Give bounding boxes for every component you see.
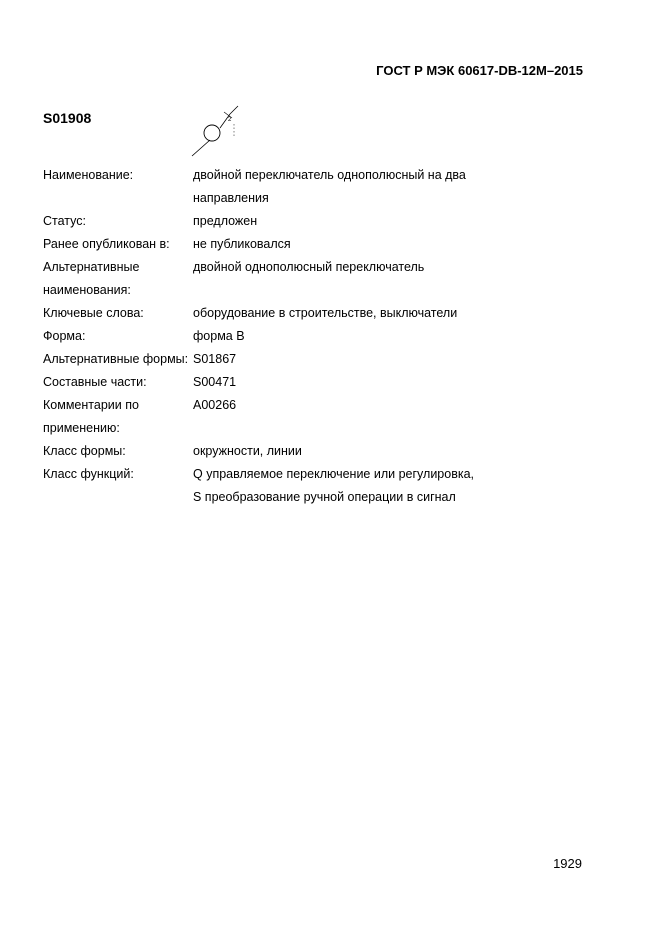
properties-table <box>43 164 563 509</box>
property-row-alt-names <box>43 256 563 302</box>
switch-symbol-figure <box>190 104 260 160</box>
property-value <box>193 371 563 394</box>
property-row-shape-class <box>43 440 563 463</box>
property-value-line: Q управляемое переключение или регулировка, <box>193 467 475 481</box>
property-value <box>193 233 563 256</box>
symbol-figure-label: 2 <box>228 117 232 123</box>
property-row-alt-forms <box>43 348 563 371</box>
property-value <box>193 256 563 302</box>
property-label: Класс формы: <box>43 444 126 458</box>
property-value <box>193 302 563 325</box>
page-number: 1929 <box>553 856 582 871</box>
property-value-line: A00266 <box>193 398 237 412</box>
property-value <box>193 440 563 463</box>
property-label: Статус: <box>43 214 86 228</box>
property-row-components <box>43 371 563 394</box>
property-value <box>193 394 563 440</box>
property-value <box>193 164 563 210</box>
property-label: Комментарии по применению: <box>43 398 139 435</box>
symbol-id: S01908 <box>43 110 92 126</box>
property-label: Класс функций: <box>43 467 134 481</box>
property-value-line: двойной однополюсный переключатель <box>193 260 425 274</box>
property-value-line: окружности, линии <box>193 444 302 458</box>
property-value-line: S01867 <box>193 352 237 366</box>
property-row-name <box>43 164 563 210</box>
property-row-status <box>43 210 563 233</box>
property-row-comments <box>43 394 563 440</box>
property-value-line: предложен <box>193 214 258 228</box>
property-row-function-class <box>43 463 563 509</box>
property-label: Наименование: <box>43 168 134 182</box>
property-value-line: S00471 <box>193 375 237 389</box>
property-value <box>193 210 563 233</box>
property-label: Ранее опубликован в: <box>43 237 170 251</box>
property-label: Ключевые слова: <box>43 306 144 320</box>
property-value-line: форма В <box>193 329 245 343</box>
property-label: Альтернативные формы: <box>43 352 189 366</box>
property-value-line: не публиковался <box>193 237 291 251</box>
property-value-line: направления <box>193 191 269 205</box>
property-row-keywords <box>43 302 563 325</box>
property-label: Составные части: <box>43 375 147 389</box>
property-label: Альтернативные наименования: <box>43 260 140 297</box>
standard-designation: ГОСТ Р МЭК 60617-DB-12M–2015 <box>376 63 583 78</box>
property-value-line: S преобразование ручной операции в сигнал <box>193 490 456 504</box>
property-value-line: двойной переключатель однополюсный на два <box>193 168 466 182</box>
property-row-published <box>43 233 563 256</box>
property-value <box>193 463 563 509</box>
property-value-line: оборудование в строительстве, выключатели <box>193 306 458 320</box>
property-value <box>193 348 563 371</box>
property-label: Форма: <box>43 329 86 343</box>
property-row-form <box>43 325 563 348</box>
property-value <box>193 325 563 348</box>
